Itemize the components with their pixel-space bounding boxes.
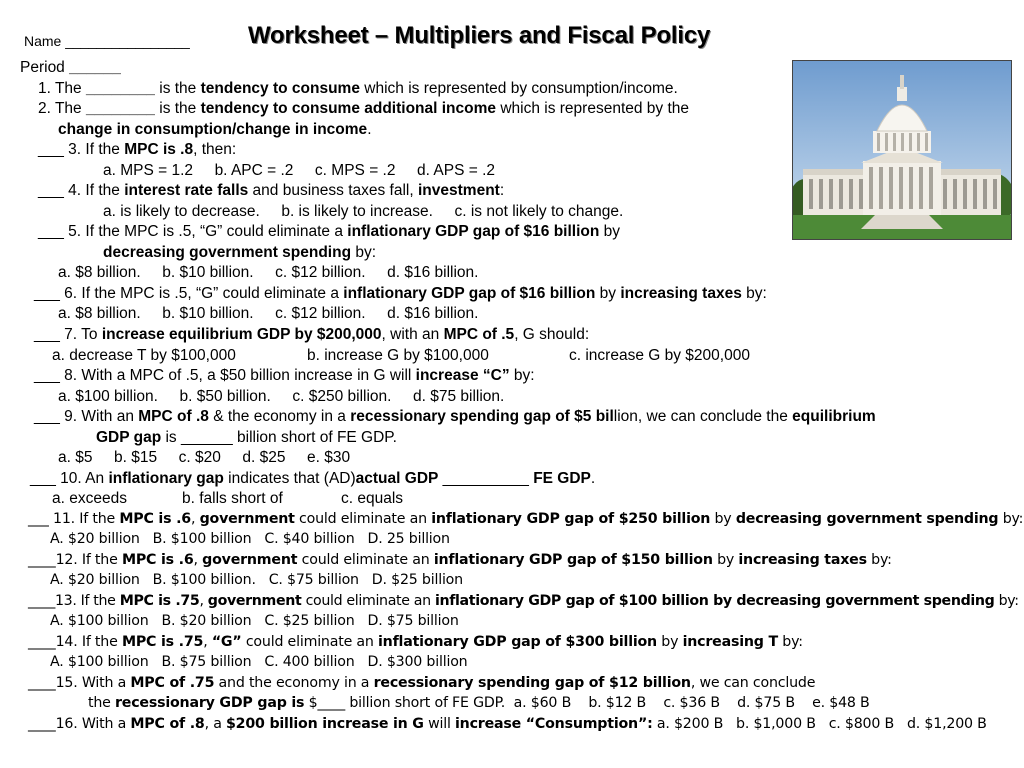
question-4-options: a. is likely to decrease. b. is likely to increase. c. is not likely to change. bbox=[103, 203, 624, 220]
question-4: ___ 4. If the interest rate falls and business taxes fall, investment: bbox=[38, 182, 505, 199]
question-14-options: A. $100 billion B. $75 billion C. 400 billion D. $300 billion bbox=[50, 654, 468, 670]
question-7-option-b: b. increase G by $100,000 bbox=[307, 347, 489, 364]
capitol-building-icon bbox=[793, 61, 1011, 239]
question-10-option-c: c. equals bbox=[341, 490, 404, 507]
question-13: ____13. If the MPC is .75, government could eliminate an inflationary GDP gap of $100 billion by decreasing government spending by: bbox=[28, 593, 1019, 609]
question-8: ___ 8. With a MPC of .5, a $50 billion increase in G will increase “C” by: bbox=[34, 367, 535, 384]
question-16: ____16. With a MPC of .8, a $200 billion increase in G will increase “Consumption”: a. $200 B b. $1,000 B c. $800 B d. $1,200 B bbox=[28, 716, 987, 732]
question-1: 1. The ________ is the tendency to consume which is represented by consumption/income. bbox=[38, 80, 678, 97]
question-2-continued: change in consumption/change in income. bbox=[58, 121, 372, 138]
question-12: ____12. If the MPC is .6, government could eliminate an inflationary GDP gap of $150 billion by increasing taxes by: bbox=[28, 552, 892, 568]
period-field: Period ______ bbox=[20, 59, 121, 76]
capitol-building-image bbox=[792, 60, 1012, 240]
name-field-label: Name ________________ bbox=[24, 33, 190, 49]
question-5-continued: decreasing government spending by: bbox=[103, 244, 377, 261]
question-15: ____15. With a MPC of .75 and the economy in a recessionary spending gap of $12 billion, we can conclude bbox=[28, 675, 816, 691]
question-5: ___ 5. If the MPC is .5, “G” could eliminate a inflationary GDP gap of $16 billion by bbox=[38, 223, 621, 240]
question-6-options: a. $8 billion. b. $10 billion. c. $12 billion. d. $16 billion. bbox=[58, 305, 479, 322]
question-13-options: A. $100 billion B. $20 billion C. $25 billion D. $75 billion bbox=[50, 613, 459, 629]
question-2: 2. The ________ is the tendency to consume additional income which is represented by the bbox=[38, 100, 690, 117]
question-10: ___ 10. An inflationary gap indicates that (AD)actual GDP __________ FE GDP. bbox=[30, 470, 596, 487]
question-6: ___ 6. If the MPC is .5, “G” could eliminate a inflationary GDP gap of $16 billion by increasing taxes by: bbox=[34, 285, 767, 302]
question-7: ___ 7. To increase equilibrium GDP by $200,000, with an MPC of .5, G should: bbox=[34, 326, 590, 343]
question-10-option-a: a. exceeds bbox=[52, 490, 127, 507]
question-3-options: a. MPS = 1.2 b. APC = .2 c. MPS = .2 d. APS = .2 bbox=[103, 162, 495, 179]
question-9: ___ 9. With an MPC of .8 & the economy in a recessionary spending gap of $5 billion, we can conclude the equilibrium bbox=[34, 408, 876, 425]
question-7-option-a: a. decrease T by $100,000 bbox=[52, 347, 236, 364]
question-12-options: A. $20 billion B. $100 billion. C. $75 billion D. $25 billion bbox=[50, 572, 463, 588]
question-7-option-c: c. increase G by $200,000 bbox=[569, 347, 750, 364]
question-10-option-b: b. falls short of bbox=[182, 490, 283, 507]
question-14: ____14. If the MPC is .75, “G” could eliminate an inflationary GDP gap of $300 billion by increasing T by: bbox=[28, 634, 803, 650]
question-9-continued: GDP gap is ______ billion short of FE GDP. bbox=[96, 429, 397, 446]
question-8-options: a. $100 billion. b. $50 billion. c. $250 billion. d. $75 billion. bbox=[58, 388, 505, 405]
worksheet-title: Worksheet – Multipliers and Fiscal Policy bbox=[248, 22, 711, 49]
question-11: ___ 11. If the MPC is .6, government could eliminate an inflationary GDP gap of $250 billion by decreasing government spending by: bbox=[28, 511, 1024, 527]
question-11-options: A. $20 billion B. $100 billion C. $40 billion D. 25 billion bbox=[50, 531, 450, 547]
question-3: ___ 3. If the MPC is .8, then: bbox=[38, 141, 237, 158]
question-5-options: a. $8 billion. b. $10 billion. c. $12 billion. d. $16 billion. bbox=[58, 264, 479, 281]
question-9-options: a. $5 b. $15 c. $20 d. $25 e. $30 bbox=[58, 449, 351, 466]
question-15-continued: the recessionary GDP gap is $____ billion short of FE GDP. a. $60 B b. $12 B c. $36 B d. $75 B e. $48 B bbox=[88, 695, 870, 711]
